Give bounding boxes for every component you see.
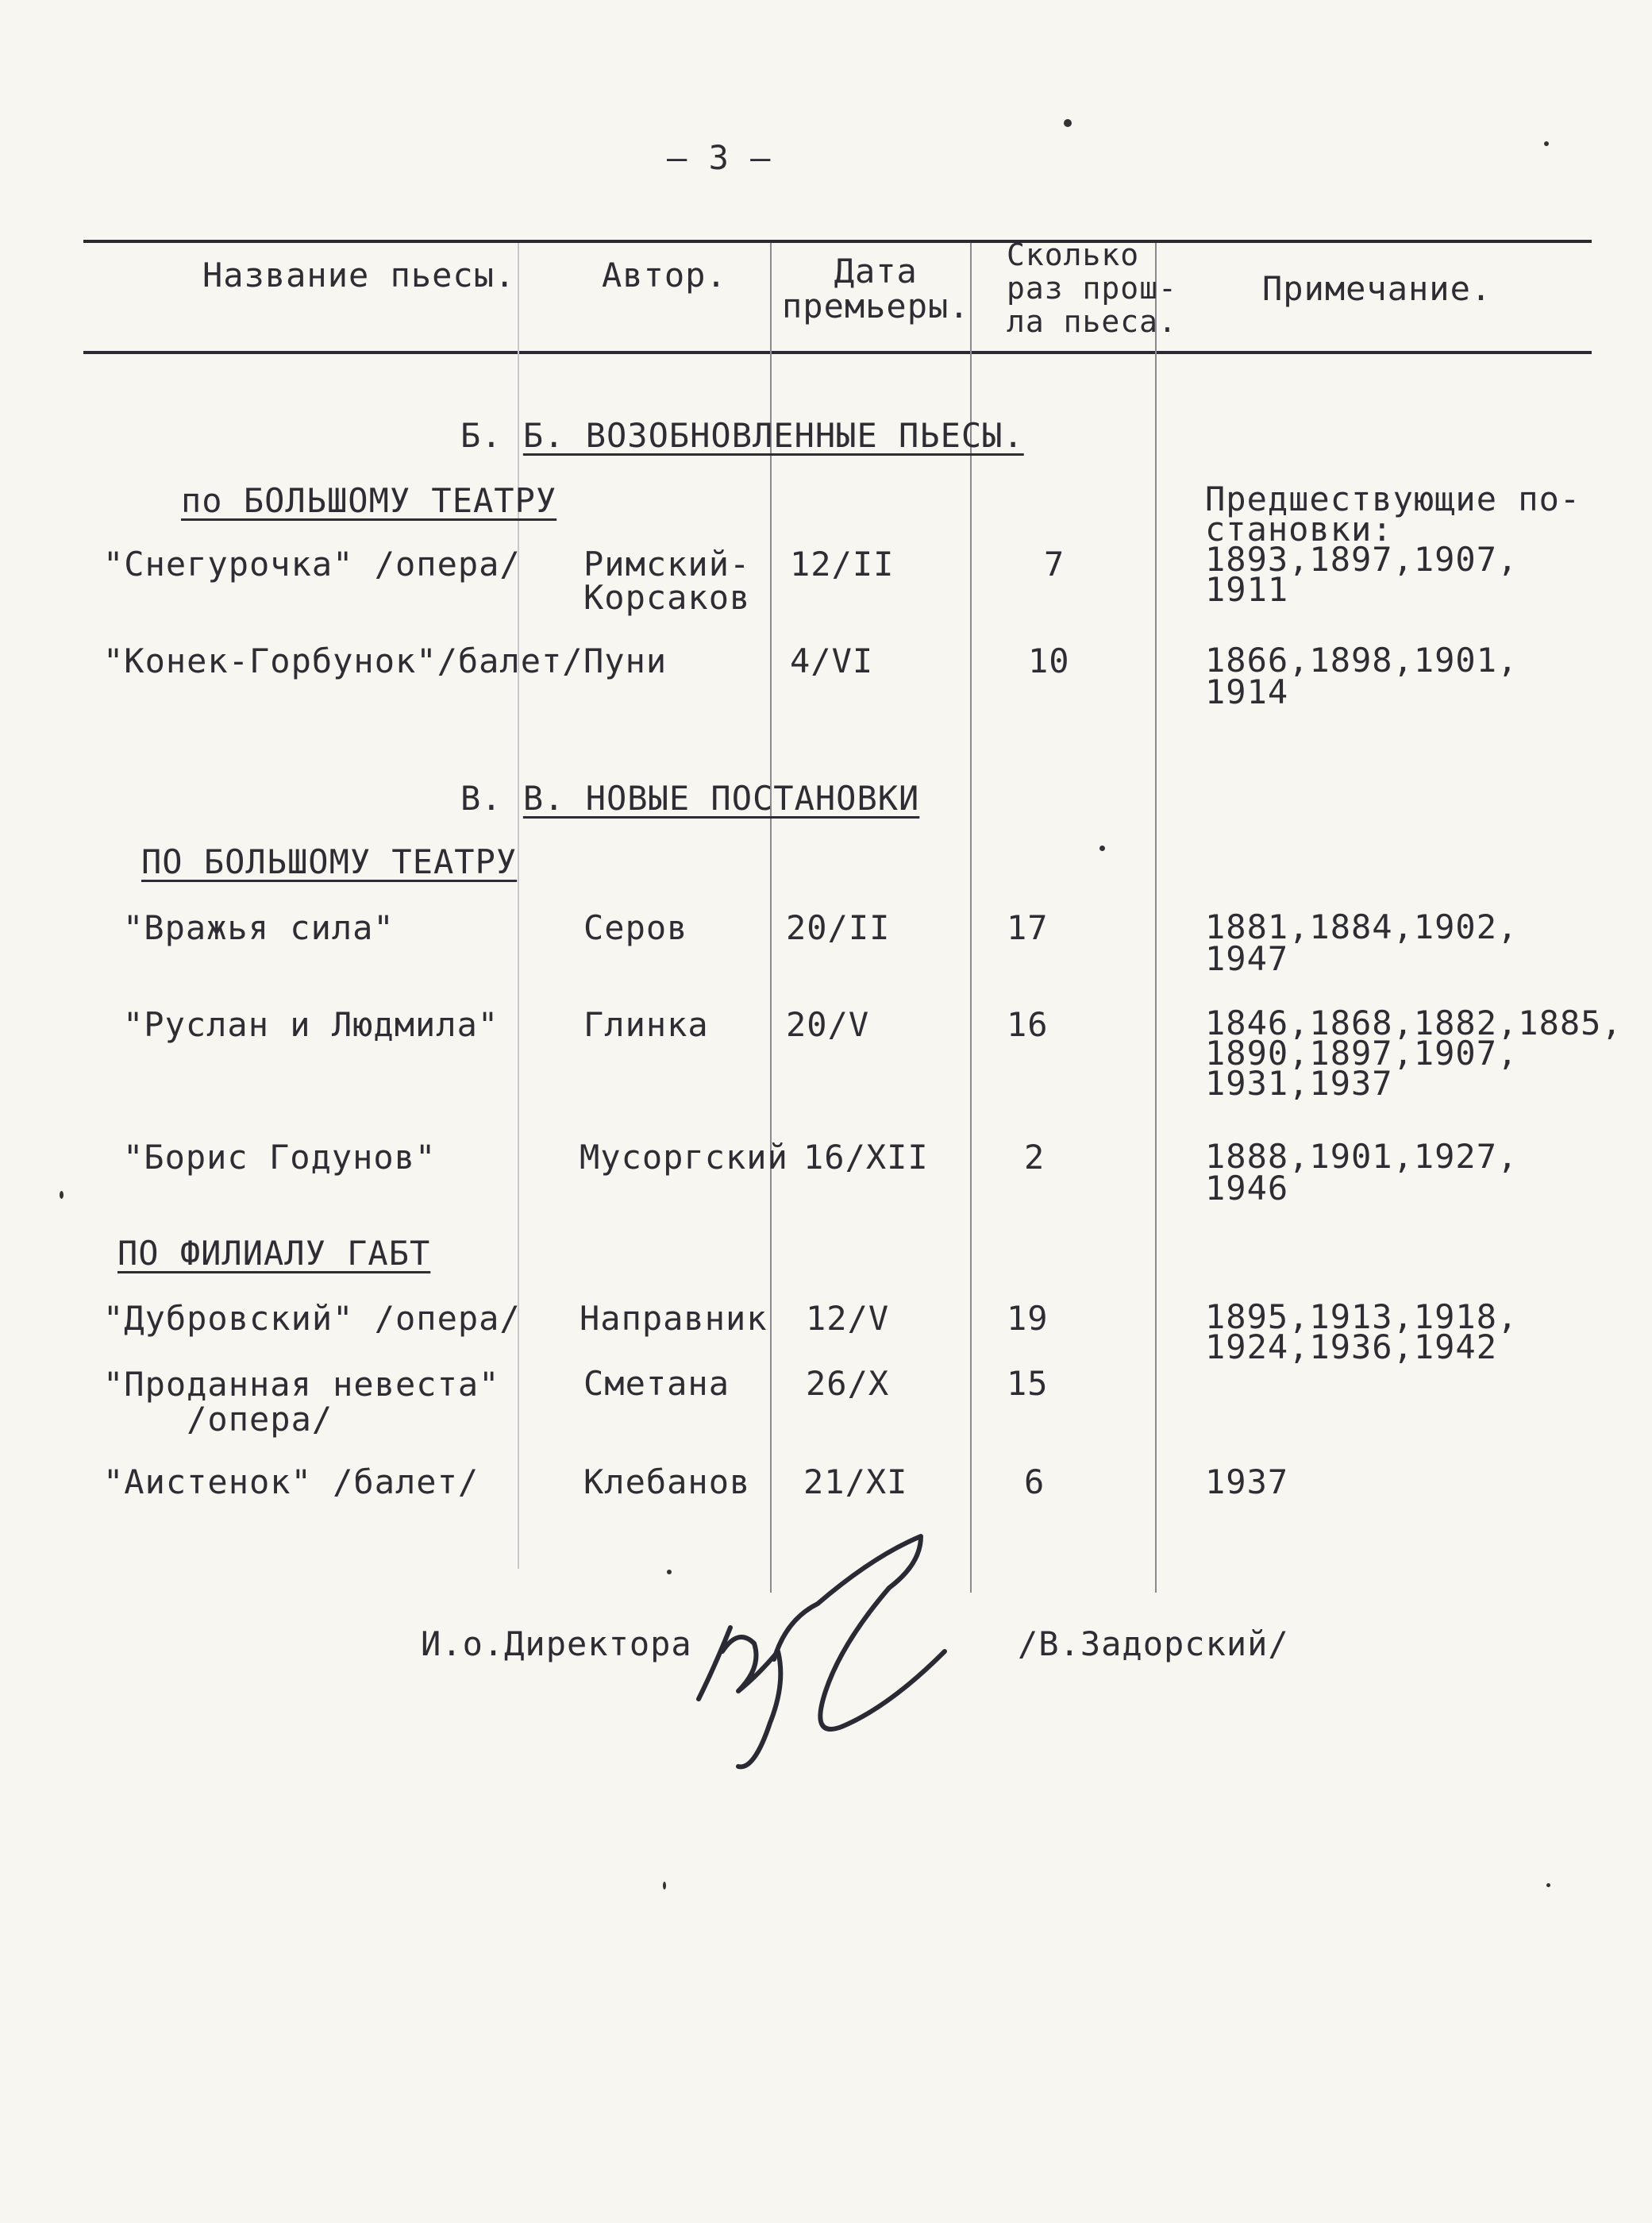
row-author: Сметана: [583, 1364, 730, 1403]
row-title: "Снегурочка" /опера/: [103, 545, 521, 584]
row-count: 17: [1007, 908, 1049, 947]
scan-speck: [663, 1882, 666, 1890]
row-author: Римский- Корсаков: [583, 545, 751, 617]
section-v-group2-title: ПО ФИЛИАЛУ ГАБТ: [117, 1234, 431, 1273]
signature-position: И.о.Директора: [421, 1624, 692, 1663]
row-author: Мусоргский: [580, 1138, 788, 1177]
row-date: 26/X: [806, 1364, 890, 1403]
row-count: 15: [1007, 1364, 1049, 1403]
section-v-group1-title: ПО БОЛЬШОМУ ТЕАТРУ: [141, 842, 518, 881]
row-author: Направник: [580, 1299, 768, 1338]
header-note: Примечание.: [1262, 269, 1492, 308]
row-count: 6: [1024, 1462, 1045, 1501]
row-count: 7: [1044, 545, 1065, 584]
header-bottom-rule: [83, 351, 1592, 354]
scan-speck: [1064, 119, 1072, 127]
row-title: "Дубровский" /опера/: [103, 1299, 521, 1338]
scan-speck: [667, 1570, 672, 1574]
row-note: 1846,1868,1882,1885, 1890,1897,1907, 1931,1937: [1205, 1004, 1623, 1103]
scan-speck: [1099, 846, 1105, 851]
row-note: Предшествующие по- становки: 1893,1897,1907, 1911: [1205, 480, 1581, 609]
row-date: 20/II: [786, 908, 891, 947]
row-author: Клебанов: [583, 1462, 751, 1501]
row-title: "Аистенок" /балет/: [103, 1462, 479, 1501]
signature-name: /В.Задорский/: [1018, 1624, 1289, 1663]
row-note: 1866,1898,1901, 1914: [1205, 641, 1519, 711]
handwritten-signature: [683, 1532, 984, 1786]
header-author: Автор.: [602, 256, 727, 295]
header-title: Название пьесы.: [202, 256, 516, 295]
row-note: 1895,1913,1918, 1924,1936,1942: [1205, 1297, 1519, 1366]
section-v-title: В. В. НОВЫЕ ПОСТАНОВКИ: [460, 779, 920, 818]
row-author: Серов: [583, 908, 688, 947]
page-number: — 3 —: [667, 138, 772, 177]
row-note: 1937: [1205, 1462, 1289, 1501]
row-note: 1881,1884,1902, 1947: [1205, 907, 1519, 978]
row-title: "Проданная невеста" /опера/: [103, 1365, 500, 1439]
row-date: 12/V: [806, 1299, 890, 1338]
header-date: Дата премьеры.: [782, 252, 970, 326]
scan-speck: [1546, 1883, 1550, 1887]
row-title: "Вражья сила": [123, 908, 395, 947]
row-date: 16/XII: [803, 1138, 929, 1177]
header-count: Сколько раз прош- ла пьеса.: [1007, 237, 1177, 339]
section-b-group1-title: по БОЛЬШОМУ ТЕАТРУ: [181, 481, 557, 520]
row-author: Пуни: [583, 641, 668, 680]
scan-speck: [1544, 141, 1549, 146]
row-title: "Конек-Горбунок"/балет/: [103, 641, 583, 680]
header-top-rule: [83, 240, 1592, 243]
row-count: 2: [1024, 1138, 1045, 1177]
scan-speck: [60, 1191, 64, 1199]
column-divider-4: [1155, 243, 1157, 1593]
row-title: "Борис Годунов": [123, 1138, 437, 1177]
row-date: 21/XI: [803, 1462, 908, 1501]
row-title: "Руслан и Людмила": [123, 1005, 499, 1044]
section-b-title: Б. Б. ВОЗОБНОВЛЕННЫЕ ПЬЕСЫ.: [460, 416, 1024, 455]
row-date: 20/V: [786, 1005, 870, 1044]
row-date: 4/VI: [790, 641, 874, 680]
row-author: Глинка: [583, 1005, 709, 1044]
row-date: 12/II: [790, 545, 895, 584]
row-note: 1888,1901,1927, 1946: [1205, 1137, 1519, 1208]
row-count: 10: [1028, 641, 1070, 680]
row-count: 16: [1007, 1005, 1049, 1044]
row-count: 19: [1007, 1299, 1049, 1338]
